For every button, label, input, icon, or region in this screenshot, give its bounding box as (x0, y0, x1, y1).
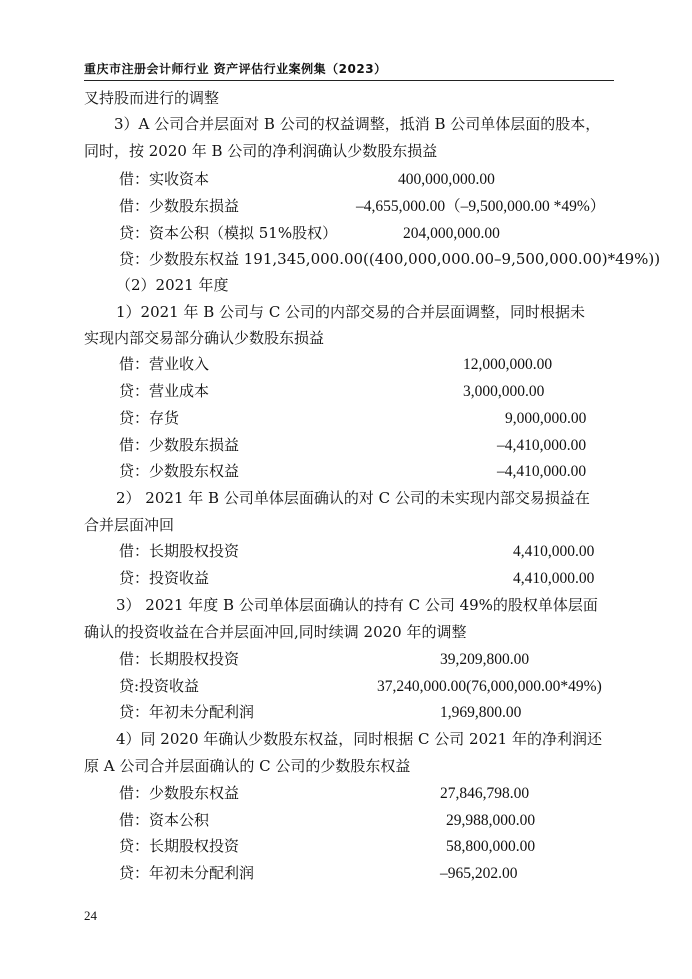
entry-amount: –4,410,000.00 (497, 463, 587, 480)
paragraph-line: 确认的投资收益在合并层面冲回,同时续调 2020 年的调整 (84, 623, 467, 641)
paragraph-line: 实现内部交易部分确认少数股东损益 (84, 329, 325, 347)
paragraph-line: 叉持股而进行的调整 (84, 89, 220, 107)
entry-label: 借：少数股东损益 (119, 436, 240, 454)
entry-amount: 9,000,000.00 (505, 410, 587, 427)
entry-label: 贷：资本公积（模拟 51%股权） (119, 224, 338, 242)
paragraph-line: 1）2021 年 B 公司与 C 公司的内部交易的合并层面调整，同时根据未 (116, 303, 586, 321)
entry-label: 贷：少数股东权益 191,345,000.00((400,000,000.00–9,500,000.00)*49%)) (119, 250, 661, 268)
entry-amount: 58,800,000.00 (446, 838, 536, 855)
entry-label: 借：长期股权投资 (119, 542, 240, 560)
entry-amount: 4,410,000.00 (513, 543, 595, 560)
entry-amount: 39,209,800.00 (440, 651, 530, 668)
entry-amount: –4,410,000.00 (497, 437, 587, 454)
entry-amount: 400,000,000.00 (398, 171, 495, 188)
entry-amount: –4,655,000.00（–9,500,000.00 *49%） (356, 198, 606, 215)
entry-amount: 27,846,798.00 (440, 785, 530, 802)
entry-label: 贷：存货 (119, 409, 180, 427)
entry-amount: 1,969,800.00 (440, 704, 522, 721)
header-title: 重庆市注册会计师行业 资产评估行业案例集（2023） (84, 62, 387, 76)
entry-label: 贷：长期股权投资 (119, 837, 240, 855)
section-heading: （2）2021 年度 (116, 276, 229, 294)
entry-amount: 204,000,000.00 (403, 225, 500, 242)
paragraph-line: 2） 2021 年 B 公司单体层面确认的对 C 公司的未实现内部交易损益在 (116, 489, 590, 507)
paragraph-line: 4）同 2020 年确认少数股东权益，同时根据 C 公司 2021 年的净利润还 (116, 730, 602, 748)
entry-amount: 29,988,000.00 (446, 812, 536, 829)
entry-amount: 3,000,000.00 (463, 383, 545, 400)
entry-label: 借：少数股东权益 (119, 784, 240, 802)
paragraph-line: 3）A 公司合并层面对 B 公司的权益调整，抵消 B 公司单体层面的股本， (114, 115, 601, 133)
paragraph-line: 3） 2021 年度 B 公司单体层面确认的持有 C 公司 49%的股权单体层面 (116, 596, 598, 614)
entry-label: 贷:投资收益 (119, 677, 200, 695)
entry-label: 借：营业收入 (119, 355, 210, 373)
entry-label: 贷：年初未分配利润 (119, 703, 255, 721)
entry-label: 贷：年初未分配利润 (119, 864, 255, 882)
entry-label: 贷：营业成本 (119, 382, 210, 400)
entry-label: 借：实收资本 (119, 170, 210, 188)
header-divider (84, 80, 614, 81)
entry-label: 借：少数股东损益 (119, 197, 240, 215)
entry-amount: 12,000,000.00 (463, 356, 553, 373)
paragraph-line: 合并层面冲回 (84, 516, 175, 534)
paragraph-line: 原 A 公司合并层面确认的 C 公司的少数股东权益 (84, 757, 411, 775)
paragraph-line: 同时，按 2020 年 B 公司的净利润确认少数股东损益 (84, 142, 438, 160)
entry-amount: 37,240,000.00(76,000,000.00*49%) (377, 678, 602, 695)
entry-amount: –965,202.00 (440, 865, 518, 882)
entry-amount: 4,410,000.00 (513, 570, 595, 587)
entry-label: 借：资本公积 (119, 811, 210, 829)
page-number: 24 (84, 908, 97, 923)
entry-label: 贷：投资收益 (119, 569, 210, 587)
entry-label: 贷：少数股东权益 (119, 462, 240, 480)
entry-label: 借：长期股权投资 (119, 650, 240, 668)
